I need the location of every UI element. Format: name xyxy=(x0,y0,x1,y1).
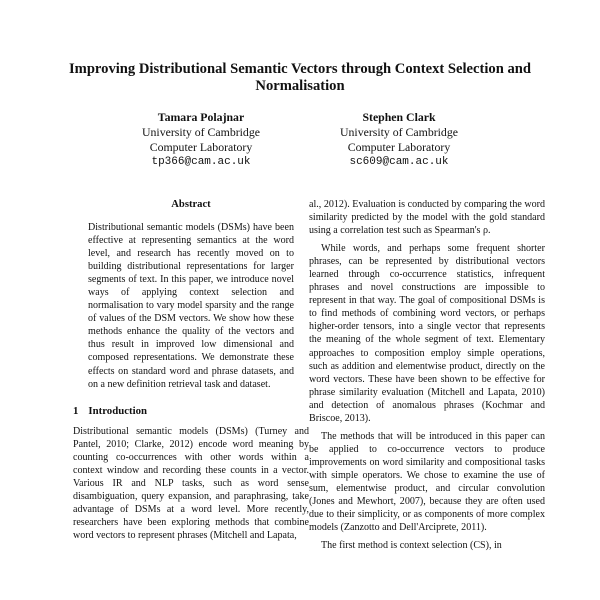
abstract-heading: Abstract xyxy=(171,199,211,210)
right-column xyxy=(309,198,545,552)
body-paragraph: The methods that will be introduced in this paper can be applied to co-occurrence vectors to produce improvements on word similarity and compositional tasks with simple operators. We chose to examine the use of sum, elementwise product, and circular convolution (Jones and Mewhort, 2007), because they are often used due to their simplicity, or as components of more complex models (Zanzotto and Dell'Arciprete, 2011). xyxy=(309,430,545,534)
intro-paragraph: Distributional semantic models (DSMs) (Turney and Pantel, 2010; Clarke, 2012) encode word meaning by counting co-occurrences with other words within a context window and recording these counts in a vector. Various IR and NLP tasks, such as word sense disambiguation, query expansion, and paraphrasing, take advantage of DSMs at a word level. More recently, researchers have been exploring methods that combine word vectors to represent phrases (Mitchell and Lapata, xyxy=(73,425,309,541)
author-affiliation: University of Cambridge xyxy=(142,125,260,139)
author-department: Computer Laboratory xyxy=(149,140,253,154)
author-block-1 xyxy=(106,110,296,170)
section-number: 1 xyxy=(73,404,79,417)
author-name: Stephen Clark xyxy=(362,110,436,124)
author-email: tp366@cam.ac.uk xyxy=(151,156,251,168)
author-block-2 xyxy=(304,110,494,170)
paper-title: Improving Distributional Semantic Vectors through Context Selection and Normalisation xyxy=(68,61,532,94)
author-email: sc609@cam.ac.uk xyxy=(349,156,449,168)
section-heading xyxy=(73,404,309,418)
author-affiliation: University of Cambridge xyxy=(340,125,458,139)
author-department: Computer Laboratory xyxy=(347,140,451,154)
body-paragraph-continued: al., 2012). Evaluation is conducted by comparing the word similarity predicted by the model with the gold standard using a correlation test such as Spearman's ρ. xyxy=(309,199,545,237)
author-name: Tamara Polajnar xyxy=(157,110,245,124)
left-column xyxy=(73,198,309,542)
abstract-text: Distributional semantic models (DSMs) have been effective at representing semantics at the word level, and research has recently moved on to building distributional representations for larger segments of text. In this paper, we introduce novel ways of applying context selection and normalisation to vary model sparsity and the range of values of the DSM vectors. We show how these methods enhance the quality of the vectors and thus result in improved low dimensional and composed representations. We demonstrate these effects on standard word and phrase datasets, and on a new definition retrieval task and dataset. xyxy=(88,222,294,390)
body-paragraph: The first method is context selection (CS), in xyxy=(321,540,502,552)
section-title: Introduction xyxy=(88,404,148,417)
body-paragraph: While words, and perhaps some frequent shorter phrases, can be represented by distributional vectors learned through co-occurrence statistics, infrequent phrases and novel constructions are impossible to represent in that way. The goal of compositional DSMs is to find methods of combining word vectors, or perhaps higher-order tensors, into a single vector that represents the meaning of the whole segment of text. Elementary approaches to composition employ simple operations, such as addition and elementwise product, directly on the word vectors. These have been shown to be effective for phrase similarity evaluation (Mitchell and Lapata, 2010) and detection of anomalous phrases (Kochmar and Briscoe, 2013). xyxy=(309,243,545,424)
